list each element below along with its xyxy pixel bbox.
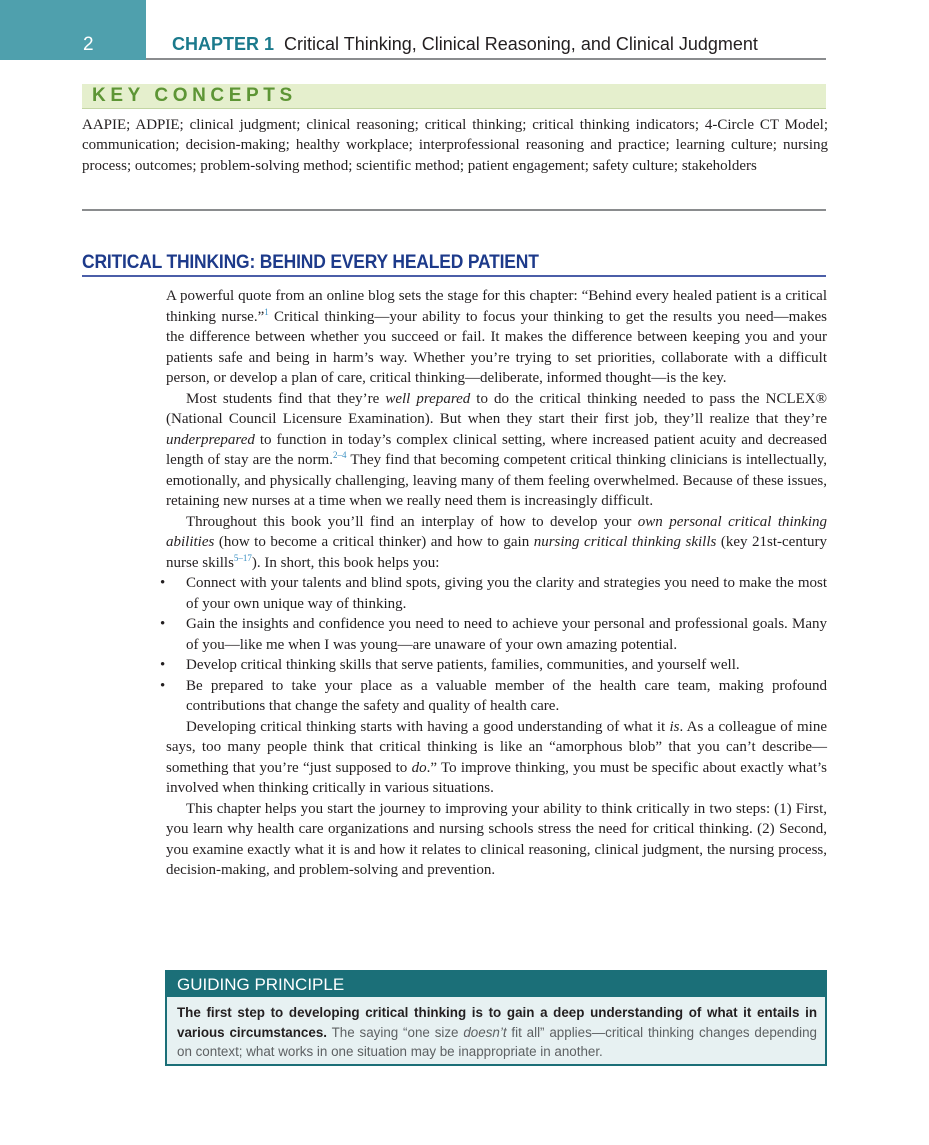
citation-2-4: 2–4 bbox=[332, 450, 347, 460]
header-rule bbox=[146, 58, 826, 60]
page-number: 2 bbox=[83, 34, 94, 55]
bullet-icon: • bbox=[160, 575, 166, 591]
guiding-principle-header bbox=[167, 972, 825, 997]
paragraph-3: Throughout this book you’ll find an interplay of how to develop your own personal critical thinking abilities (how to become a critical thinker) and how to gain nursing critical thinking skills (key 21st-century nurse skills$^{5-17}$). In short, this book helps you: bbox=[166, 513, 827, 571]
section-rule bbox=[82, 275, 826, 277]
chapter-title: Critical Thinking, Clinical Reasoning, and Clinical Judgment bbox=[284, 34, 758, 54]
key-concepts-band bbox=[82, 84, 826, 109]
key-concepts-text: AAPIE; ADPIE; clinical judgment; clinical reasoning; critical thinking; critical thinking indicators; 4-Circle CT Model; communication; decision-making; healthy workplace; interprofessional reasoning and practice; learning culture; nursing process; outcomes; problem-solving method; scientific method; patient engagement; safety culture; stakeholders bbox=[82, 117, 828, 174]
running-header bbox=[172, 34, 826, 55]
paragraph-4: Developing critical thinking starts with having a good understanding of what it is. As a colleague of mine says, too many people think that critical thinking is like an “amorphous blob” that you can’t describe—something that you’re “just supposed to do.” To improve thinking, you must be specific about exactly what’s involved when thinking critically in various situations. bbox=[166, 718, 828, 796]
list-item: • Develop critical thinking skills that serve patients, families, communities, and yourself well. bbox=[166, 655, 827, 676]
paragraph-5: This chapter helps you start the journey to improving your ability to think critically in two steps: (1) First, you learn why health care organizations and nursing schools stress the need for critical thinking. (2) Second, you examine exactly what it is and how it relates to clinical reasoning, clinical judgment, the nursing process, decision-making, and problem-solving and prevention. bbox=[166, 800, 827, 878]
benefits-list bbox=[160, 573, 827, 717]
list-item: • Be prepared to take your place as a valuable member of the health care team, making profound contributions that change the safety and quality of health care. bbox=[160, 677, 827, 714]
page-number-tab bbox=[0, 0, 146, 60]
paragraph-1: A powerful quote from an online blog sets the stage for this chapter: “Behind every healed patient is a critical thinking nurse.”$^1$ Critical thinking—your ability to focus your thinking to get the results you need—makes the difference between whether you succeed or fail. It makes the difference between keeping you and your patients safe and being in harm’s way. Whether you’re trying to set priorities, collaborate with a difficult person, or develop a plan of care, critical thinking—deliberate, informed thought—is the key. bbox=[166, 288, 827, 386]
chapter-label: CHAPTER 1 bbox=[172, 34, 275, 54]
bullet-icon: • bbox=[160, 677, 166, 694]
citation-5-17: 5–17 bbox=[233, 552, 252, 563]
citation-1: 1 bbox=[264, 306, 269, 317]
guiding-principle-text: The first step to developing critical thinking is to gain a deep understanding of what it entails in various circumstances. The saying “one size doesn’t fit all” applies—critical thinking changes depending on context; what works in one situation may be inappropriate in another. bbox=[177, 1005, 817, 1059]
key-concepts-title: KEY CONCEPTS bbox=[92, 85, 297, 106]
body-text bbox=[160, 286, 828, 881]
list-item: • Connect with your talents and blind spots, giving you the clarity and strategies you need to make the most of your own unique way of thinking. bbox=[160, 575, 827, 612]
key-concepts-rule bbox=[82, 209, 826, 211]
paragraph-2: Most students find that they’re well prepared to do the critical thinking needed to pass the NCLEX® (National Council Licensure Examination). But when they start their first job, they’ll realize that they’re underprepared to function in today’s complex clinical setting, where increased patient acuity and decreased length of stay are the norm.$^{2-4}$ They find that becoming competent critical thinking clinicians is intellectually, emotionally, and physically challenging, leaving many of them feeling overwhelmed. Because of these issues, retaining new nurses at a time when we really need them is increasingly difficult. bbox=[166, 390, 827, 509]
list-item: • Gain the insights and confidence you need to need to achieve your personal and professional goals. Many of you—like me when I was young—are unaware of your own amazing potential. bbox=[160, 616, 827, 653]
section-heading: CRITICAL THINKING: BEHIND EVERY HEALED PATIENT bbox=[82, 252, 539, 273]
guiding-principle-box bbox=[165, 970, 827, 1066]
bullet-icon: • bbox=[160, 616, 166, 632]
bullet-icon: • bbox=[160, 657, 166, 673]
guiding-principle-title: GUIDING PRINCIPLE bbox=[177, 975, 345, 994]
